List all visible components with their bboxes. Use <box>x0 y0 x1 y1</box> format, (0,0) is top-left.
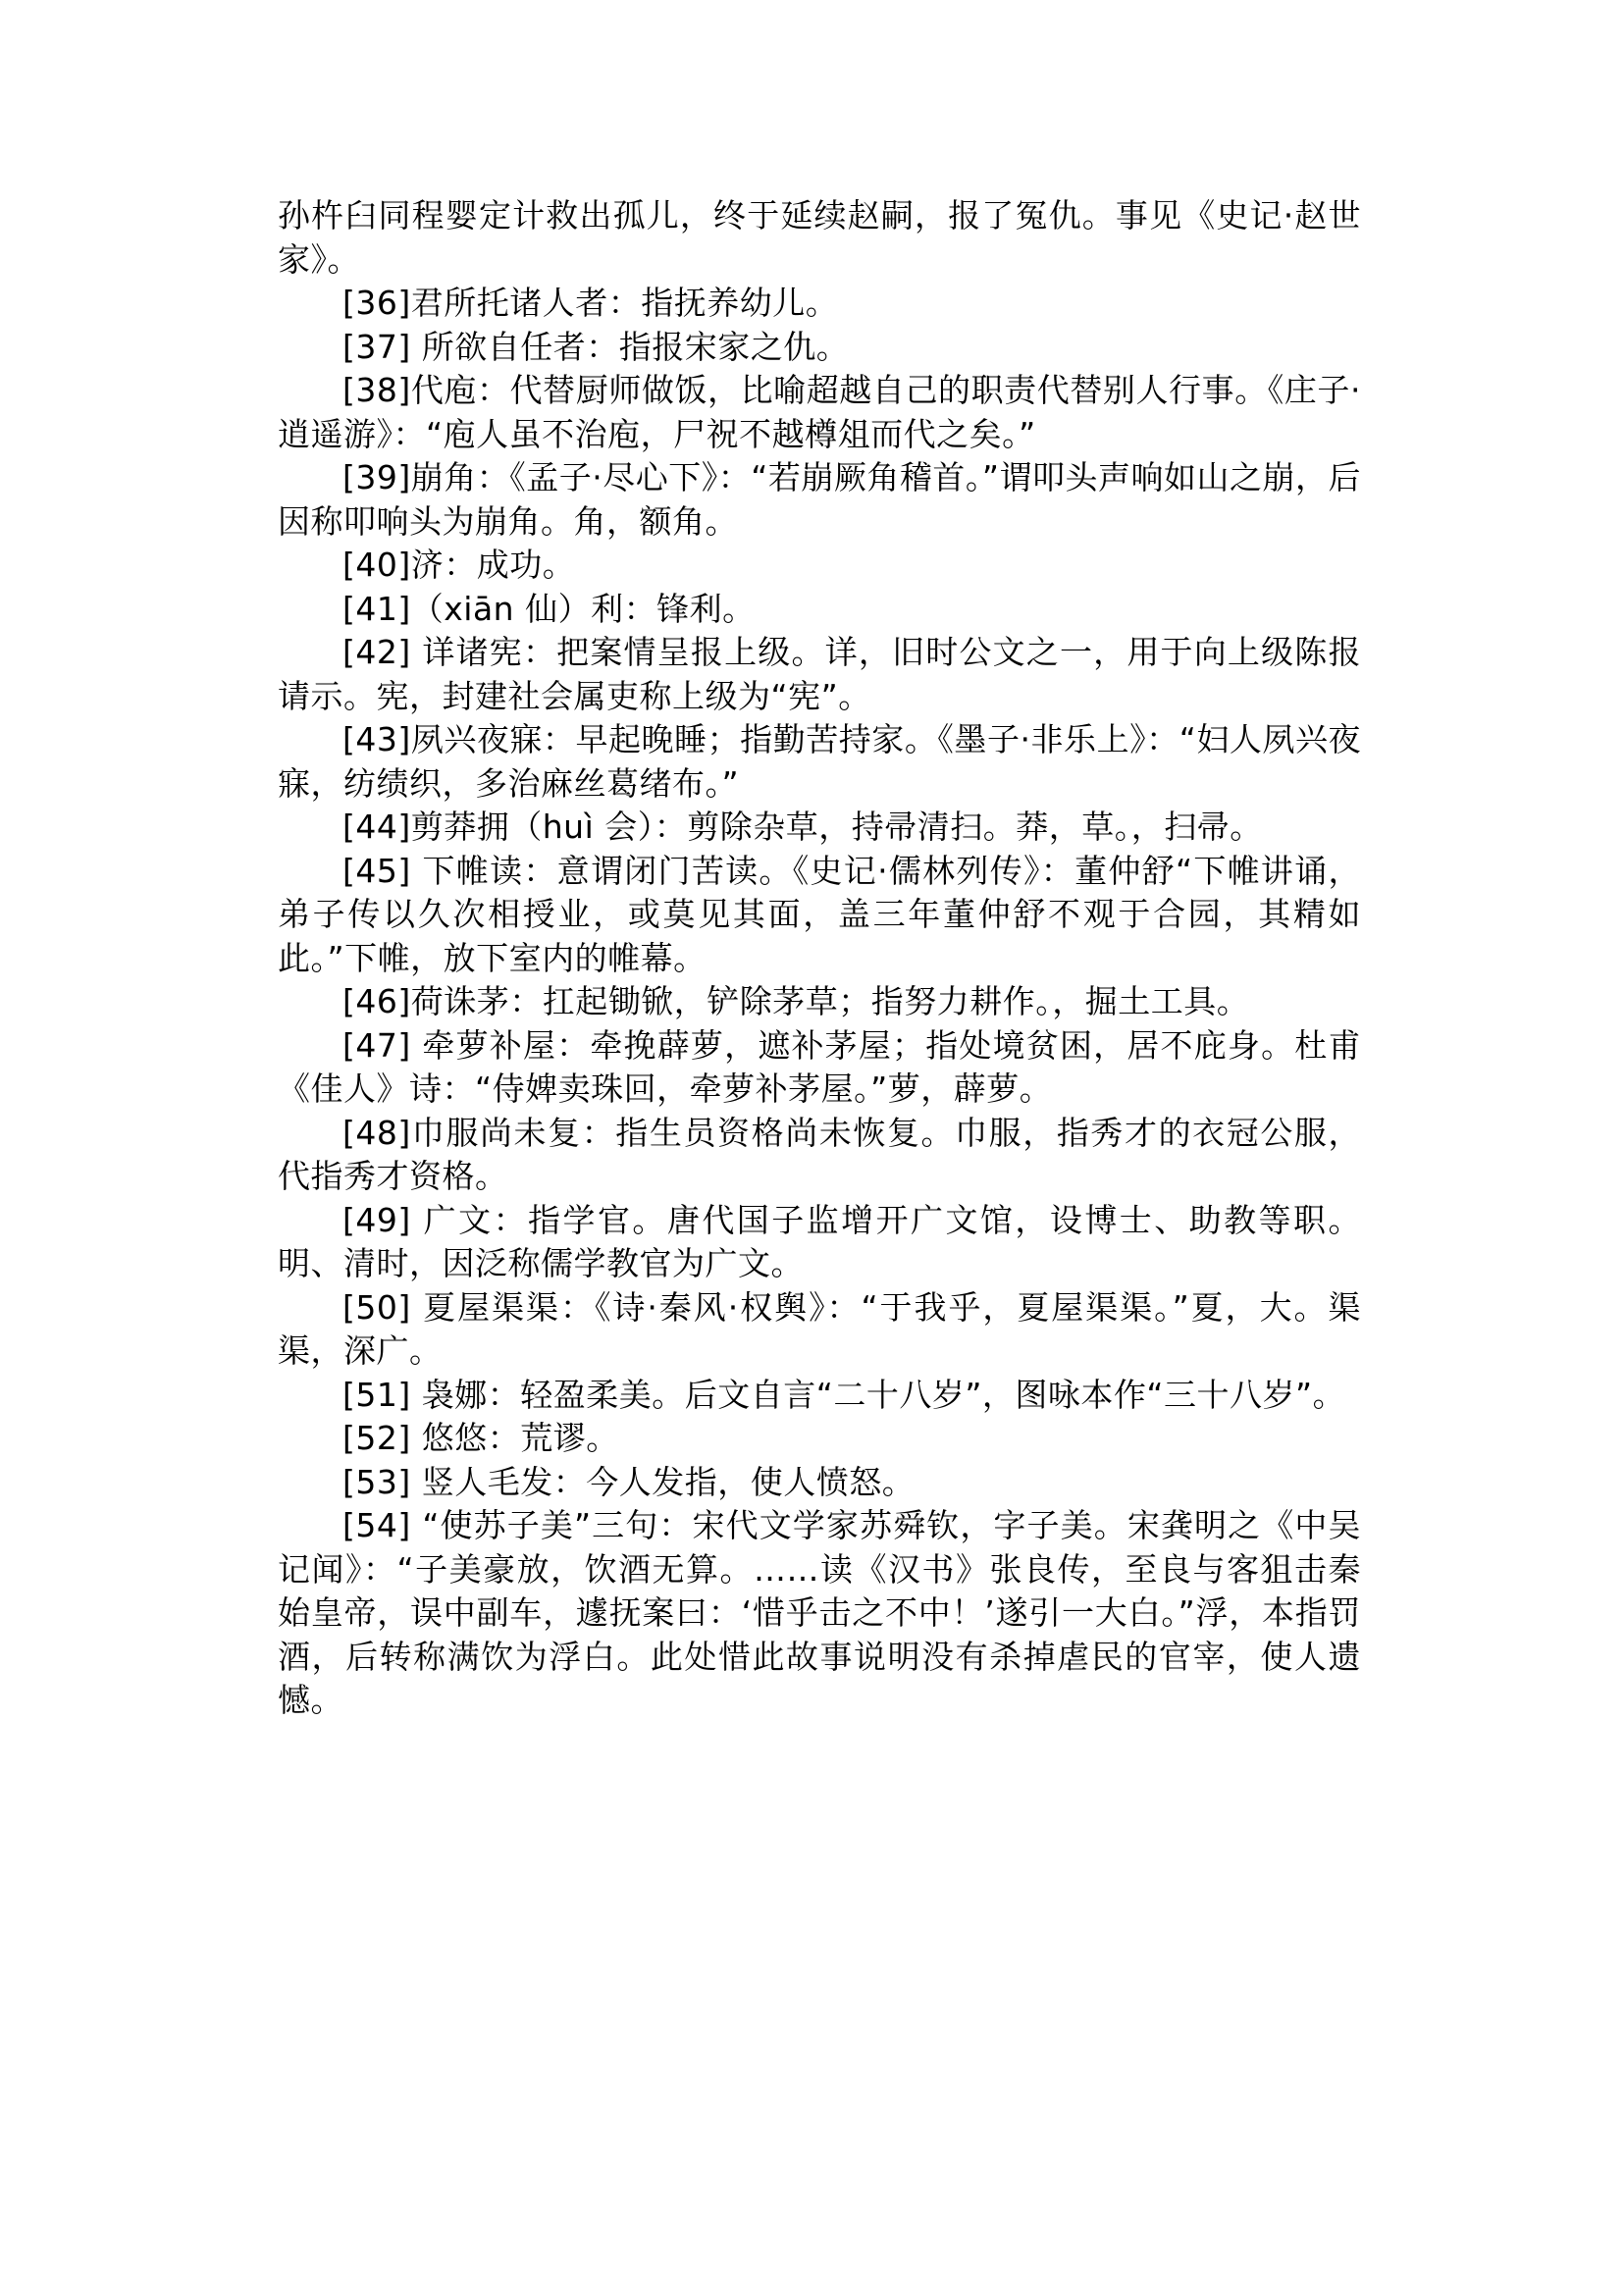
note-51: [51] 袅娜：轻盈柔美。后文自言“二十八岁”，图咏本作“三十八岁”。 <box>342 1375 1346 1414</box>
continuation-paragraph: 孙杵臼同程婴定计救出孤儿，终于延续赵嗣，报了冤仇。事见《史记·赵世家》。 <box>278 196 1361 279</box>
note-47: [47] 牵萝补屋：牵挽薜萝，遮补茅屋；指处境贫困，居不庇身。杜甫《佳人》诗：“侍婢卖珠回，牵萝补茅屋。”萝，薜萝。 <box>278 1025 1361 1108</box>
note-50: [50] 夏屋渠渠：《诗·秦风·权舆》：“于我乎，夏屋渠渠。”夏，大。渠渠，深广。 <box>278 1287 1361 1370</box>
note-53: [53] 竖人毛发：今人发指，使人愤怒。 <box>342 1462 916 1501</box>
note-54: [54] “使苏子美”三句：宋代文学家苏舜钦，字子美。宋龚明之《中吴记闻》：“子美豪放，饮酒无算。……读《汉书》张良传，至良与客狙击秦始皇帝，误中副车，遽抚案曰：‘惜乎击之不中！’遂引一大白。”浮，本指罚酒，后转称满饮为浮白。此处惜此故事说明没有杀掉虐民的官宰，使人遗憾。 <box>278 1506 1361 1719</box>
note-46: [46]荷诛茅：扛起锄锨，铲除茅草；指努力耕作。，掘土工具。 <box>342 982 1250 1020</box>
note-45: [45] 下帷读：意谓闭门苦读。《史记·儒林列传》：董仲舒“下帷讲诵，弟子传以久次相授业，或莫见其面，盖三年董仲舒不观于合园，其精如此。”下帷，放下室内的帷幕。 <box>278 851 1361 977</box>
note-37: [37] 所欲自任者：指报宋家之仇。 <box>342 327 850 366</box>
document-page <box>278 194 1361 1723</box>
note-36: [36]君所托诸人者：指抚养幼儿。 <box>342 284 839 322</box>
note-49: [49] 广文：指学官。唐代国子监增开广文馆，设博士、助教等职。明、清时，因泛称儒学教官为广文。 <box>278 1200 1361 1282</box>
note-40: [40]济：成功。 <box>342 546 576 584</box>
note-52: [52] 悠悠：荒谬。 <box>342 1419 619 1457</box>
note-44: [44]剪莽拥（huì 会）：剪除杂草，持帚清扫。莽，草。，扫帚。 <box>342 808 1263 846</box>
note-42: [42] 详诸宪：把案情呈报上级。详，旧时公文之一，用于向上级陈报请示。宪，封建社会属吏称上级为“宪”。 <box>278 633 1361 715</box>
note-38: [38]代庖：代替厨师做饭，比喻超越自己的职责代替别人行事。《庄子·逍遥游》：“庖人虽不治庖，尸祝不越樽俎而代之矣。” <box>278 371 1361 453</box>
note-41: [41]（xiān 仙）利：锋利。 <box>342 589 756 628</box>
note-43: [43]夙兴夜寐：早起晚睡；指勤苦持家。《墨子·非乐上》：“妇人夙兴夜寐，纺绩织，多治麻丝葛绪布。” <box>278 720 1361 803</box>
note-48: [48]巾服尚未复：指生员资格尚未恢复。巾服，指秀才的衣冠公服，代指秀才资格。 <box>278 1113 1361 1195</box>
note-39: [39]崩角：《孟子·尽心下》：“若崩厥角稽首。”谓叩头声响如山之崩，后因称叩响头为崩角。角，额角。 <box>278 458 1361 541</box>
